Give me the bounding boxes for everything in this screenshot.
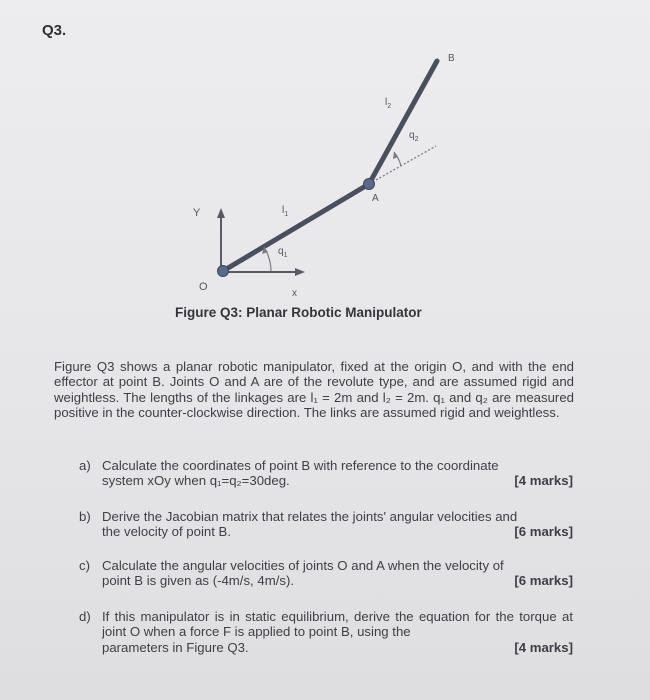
question-a <box>79 458 573 489</box>
manipulator-figure <box>0 0 650 330</box>
question-text: Derive the Jacobian matrix that relates the joints' angular velocities and <box>102 509 518 524</box>
label-y-axis: Y <box>193 207 201 219</box>
label-link1: $l_1$ <box>282 205 289 218</box>
question-d <box>79 609 573 655</box>
question-text-end: the velocity of point B. <box>102 524 232 540</box>
y-axis-arrow <box>217 208 225 218</box>
label-x-axis: x <box>292 288 297 299</box>
label-angle-q2: $q_2$ <box>409 130 419 143</box>
question-marks: [4 marks] <box>514 473 573 489</box>
question-letter: c) <box>79 558 90 573</box>
question-letter: a) <box>79 458 91 473</box>
question-number: Q3. <box>42 22 67 39</box>
figure-caption: Figure Q3: Planar Robotic Manipulator <box>175 305 422 320</box>
question-text-end: system xOy when q₁=q₂=30deg. <box>102 473 290 489</box>
problem-statement: Figure Q3 shows a planar robotic manipulator, fixed at the origin O, and with the end effector at point B. Joints O and A are of the revolute type, and are assumed rigid and weightless. The lengths of the linkages are l₁ = 2m and l₂ = 2m. q₁ and q₂ are measured positive in the counter-clockwise direction. The links are assumed rigid and weightless. <box>54 359 574 421</box>
question-text-end: parameters in Figure Q3. <box>102 639 249 655</box>
question-c <box>79 558 573 589</box>
x-axis-arrow <box>295 268 305 276</box>
label-origin: O <box>199 281 208 293</box>
label-angle-q1: $q_1$ <box>278 246 288 259</box>
label-link2: $l_2$ <box>385 97 392 110</box>
joint-o <box>218 266 229 277</box>
question-marks: [4 marks] <box>514 639 573 655</box>
question-text: Calculate the coordinates of point B with reference to the coordinate <box>102 458 499 473</box>
question-marks: [6 marks] <box>514 573 573 589</box>
link-1 <box>223 184 369 271</box>
question-b <box>79 509 573 540</box>
link-2 <box>369 61 437 184</box>
question-letter: d) <box>79 609 91 624</box>
label-joint-a: A <box>372 193 379 204</box>
question-text: If this manipulator is in static equilibrium, derive the equation for the torque at joint O when a force F is applied to point B, using the <box>102 609 573 640</box>
question-letter: b) <box>79 509 91 524</box>
question-text: Calculate the angular velocities of joints O and A when the velocity of <box>102 558 504 573</box>
question-text-end: point B is given as (-4m/s, 4m/s). <box>102 573 295 589</box>
joint-a <box>364 179 375 190</box>
label-point-b: B <box>448 53 455 64</box>
question-marks: [6 marks] <box>514 524 573 540</box>
